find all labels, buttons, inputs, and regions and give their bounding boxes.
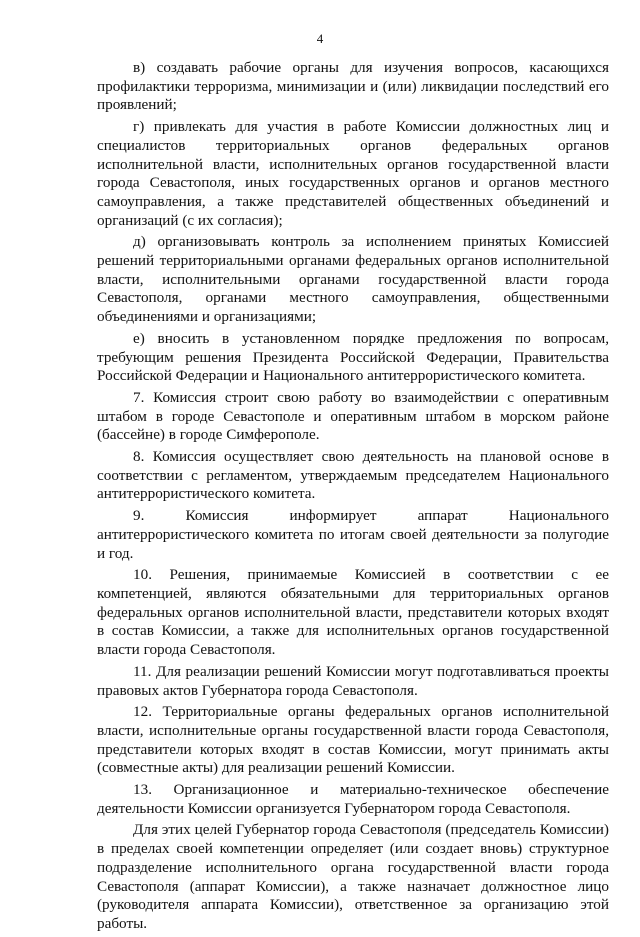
paragraph-clause-9: 9. Комиссия информирует аппарат Национального антитеррористического комитета по итогам своей деятельности за полугодие и год. xyxy=(97,507,609,562)
paragraph-item-d: д) организовывать контроль за исполнением принятых Комиссией решений территориальными органами федеральных органов исполнительной власти, исполнительными органами государственной власти города Севастополя, органами местного самоуправления, общественными объединениями и организациями; xyxy=(97,233,609,326)
paragraph-clause-13: 13. Организационное и материально-техническое обеспечение деятельности Комиссии организуется Губернатором города Севастополя. xyxy=(97,781,609,817)
page-number: 4 xyxy=(316,31,324,46)
paragraph-clause-8: 8. Комиссия осуществляет свою деятельность на плановой основе в соответствии с регламентом, утверждаемым председателем Национального антитеррористического комитета. xyxy=(97,448,609,503)
paragraph-clause-7: 7. Комиссия строит свою работу во взаимодействии с оперативным штабом в городе Севастополе и оперативным штабом в морском районе (бассейне) в городе Симферополе. xyxy=(97,388,609,444)
paragraph-clause-11: 11. Для реализации решений Комиссии могут подготавливаться проекты правовых актов Губернатора города Севастополя. xyxy=(97,662,609,699)
paragraph-item-e: е) вносить в установленном порядке предложения по вопросам, требующим решения Президента Российской Федерации, Правительства Российской Федерации и Национального антитеррористического комитета. xyxy=(97,329,609,385)
paragraph-clause-12: 12. Территориальные органы федеральных органов исполнительной власти, исполнительные органы государственной власти города Севастополя, представители которых входят в состав Комиссии, могут принимать акты (совместные акты) для реализации решений Комиссии. xyxy=(97,703,609,777)
paragraph-item-g: г) привлекать для участия в работе Комиссии должностных лиц и специалистов территориальных органов федеральных органов исполнительной власти, исполнительных органов государственной власти города Севастополя, иных государственных органов и органов местного самоуправления, а также представителей общественных объединений и организаций (с их согласия); xyxy=(97,118,609,229)
paragraph-clause-13-continuation: Для этих целей Губернатор города Севастополя (председатель Комиссии) в пределах своей компетенции определяет (или создает вновь) структурное подразделение исполнительного органа государственной власти города Севастополя (аппарат Комиссии), а также назначает должностное лицо (руководителя аппарата Комиссии), ответственное за организацию этой работы. xyxy=(97,821,609,932)
paragraph-clause-10: 10. Решения, принимаемые Комиссией в соответствии с ее компетенцией, являются обязательными для территориальных органов федеральных органов исполнительной власти, представители которых входят в состав Комиссии, а также для исполнительных органов государственной власти города Севастополя. xyxy=(97,566,609,659)
document-body xyxy=(97,59,609,937)
paragraph-item-v: в) создавать рабочие органы для изучения вопросов, касающихся профилактики терроризма, минимизации и (или) ликвидации последствий его проявлений; xyxy=(97,59,609,114)
